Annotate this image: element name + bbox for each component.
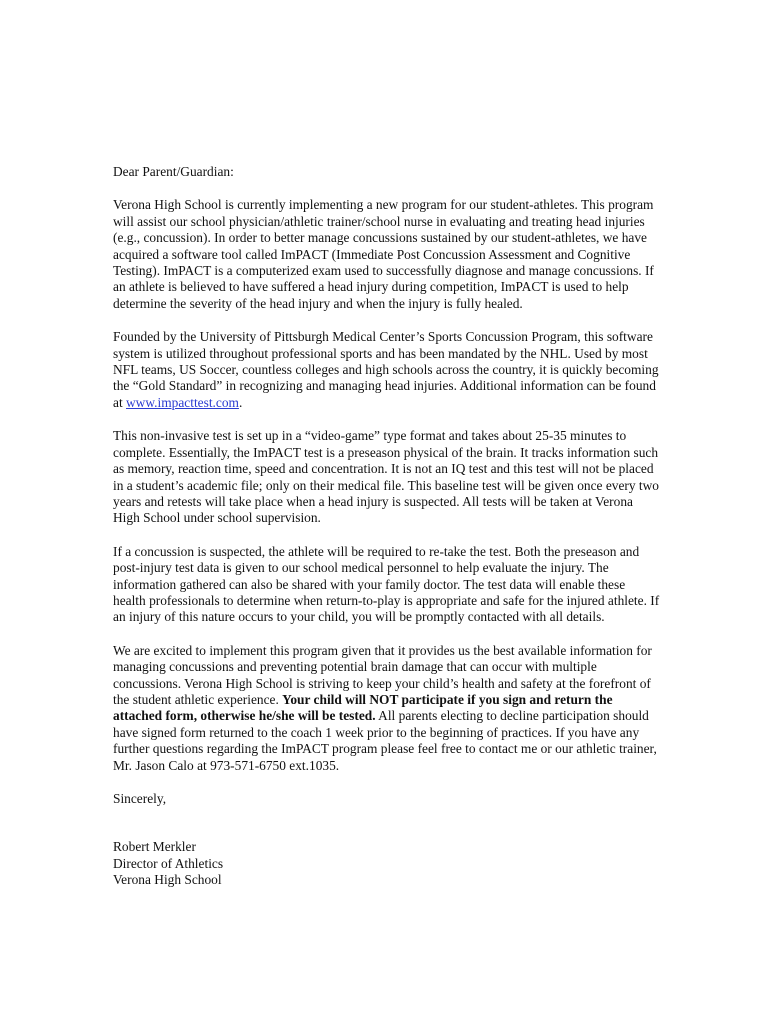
paragraph-participation <box>113 643 661 774</box>
paragraph-background <box>113 329 661 411</box>
closing: Sincerely, <box>113 791 167 806</box>
paragraph-background-end: . <box>238 394 243 410</box>
signature-block <box>113 839 661 888</box>
impact-website-link[interactable]: www.impacttest.com <box>126 394 239 410</box>
paragraph-participation-text: We are excited to implement this program given that it provides us the best available information for managing concussions and preventing potential brain damage that can occur with multiple concussions. Verona High School is striving to keep your child’s health and safety at the forefront of the student athletic experience. <box>113 642 652 707</box>
paragraph-concussion-retest: If a concussion is suspected, the athlete will be required to re-take the test. Both the preseason and post-injury test data is given to our school medical personnel to help evaluate the injury. The information gathered can also be shared with your family doctor. The test data will enable these health professionals to determine when return-to-play is appropriate and safe for the injured athlete. If an injury of this nature occurs to your child, you will be promptly contacted with all details. <box>113 543 660 625</box>
signature-school: Verona High School <box>113 872 222 888</box>
signature-name: Robert Merkler <box>113 839 196 855</box>
paragraph-participation-end: All parents electing to decline participation should have signed form returned to the coach 1 week prior to the beginning of practices. If you have any further questions regarding the ImPACT program please feel free to contact me or our athletic trainer, Mr. Jason Calo at 973-571-6750 ext.1035. <box>113 708 657 773</box>
salutation: Dear Parent/Guardian: <box>113 164 234 179</box>
paragraph-background-text: Founded by the University of Pittsburgh Medical Center’s Sports Concussion Program, this software system is utilized throughout professional sports and has been mandated by the NHL. Used by most NFL teams, US Soccer, countless colleges and high schools across the country, it is quickly becoming the “Gold Standard” in recognizing and managing head injuries. Additional information can be found at <box>113 329 659 410</box>
signature-title: Director of Athletics <box>113 855 224 871</box>
paragraph-program-intro: Verona High School is currently implementing a new program for our student-athletes. This program will assist our school physician/athletic trainer/school nurse in evaluating and treating head injuries (e.g., concussion). In order to better manage concussions sustained by our student-athletes, we have acquired a software tool called ImPACT (Immediate Post Concussion Assessment and Cognitive Testing). ImPACT is a computerized exam used to successfully diagnose and manage concussions. If an athlete is believed to have suffered a head injury during competition, ImPACT is used to help determine the severity of the head injury and when the injury is fully healed. <box>113 197 654 311</box>
participation-notice: Your child will NOT participate if you sign and return the attached form, otherwise he/she will be tested. <box>113 691 613 724</box>
paragraph-test-format: This non-invasive test is set up in a “video-game” type format and takes about 25-35 minutes to complete. Essentially, the ImPACT test is a preseason physical of the brain. It tracks information such as memory, reaction time, speed and concentration. It is not an IQ test and this test will not be placed in a student’s academic file; only on their medical file. This baseline test will be given once every two years and retests will take place when a head injury is suspected. All tests will be taken at Verona High School under school supervision. <box>113 428 660 526</box>
letter-body <box>113 164 661 906</box>
